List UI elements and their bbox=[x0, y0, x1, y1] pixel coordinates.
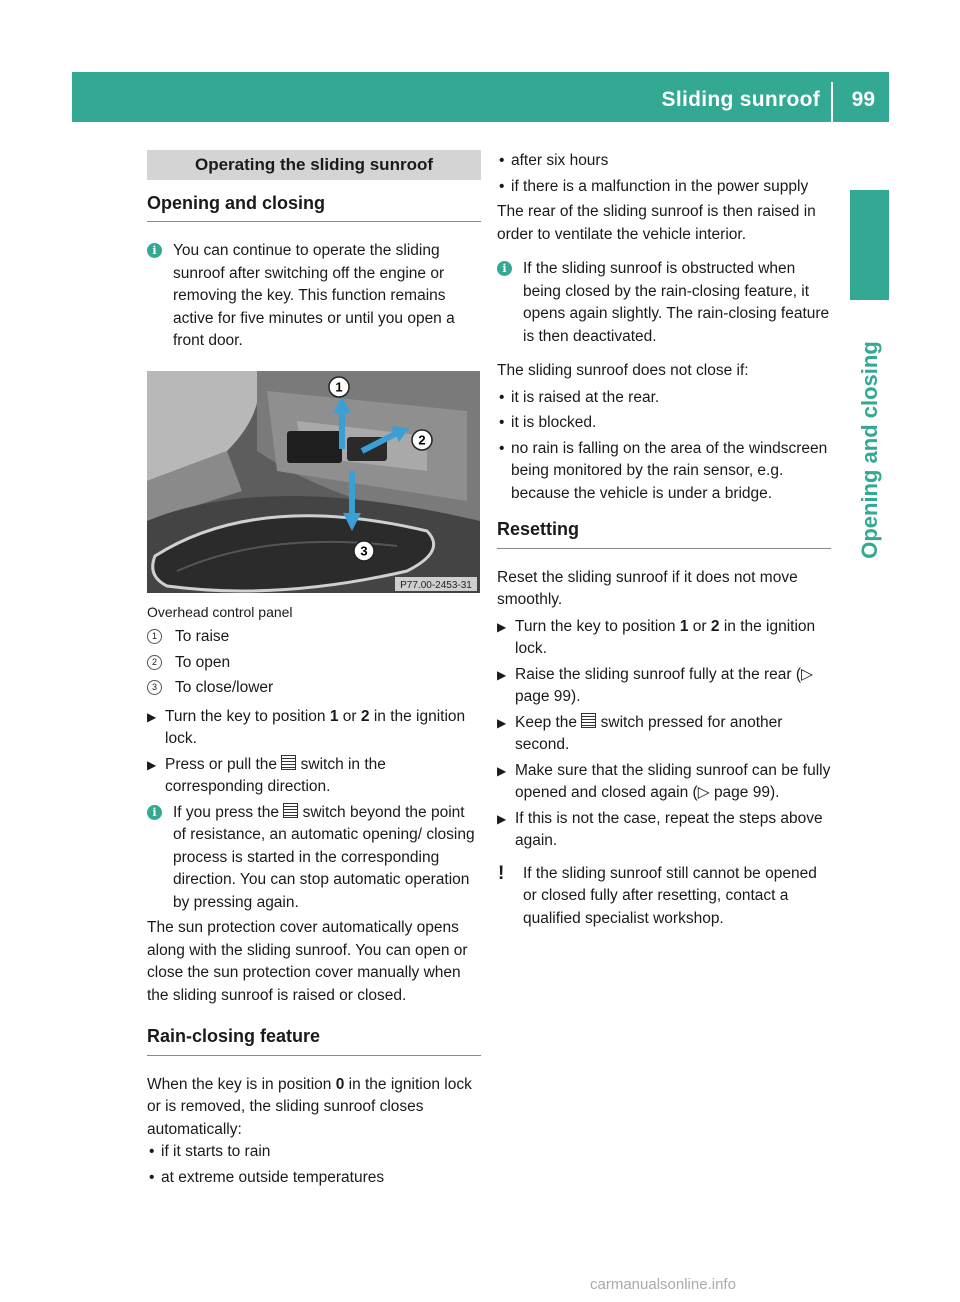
step-turn-key bbox=[147, 706, 481, 751]
bullet-item: • after six hours bbox=[499, 152, 609, 169]
page-header bbox=[72, 72, 889, 122]
step-turn-key bbox=[497, 616, 831, 661]
footer-watermark: carmanualsonline.info bbox=[590, 1276, 736, 1293]
overhead-panel-figure bbox=[147, 371, 480, 593]
callout-3: 3 bbox=[360, 543, 368, 558]
info-text-part: switch beyond the point of resistance, an automatic opening/ closing process is started in the corresponding direction. You can stop automatic operation by pressing again. bbox=[173, 803, 475, 911]
step-text: or bbox=[338, 707, 361, 725]
step-text: Press or pull the bbox=[165, 755, 282, 773]
page-ref-icon: ▷ bbox=[801, 665, 813, 683]
step-arrow-icon: ▶ bbox=[497, 715, 507, 730]
paragraph-part: in the ignition lock or is removed, the sliding sunroof closes automatically: bbox=[147, 1075, 472, 1138]
subhead-rain-closing: Rain-closing feature bbox=[147, 1025, 481, 1056]
step-text: switch in the corresponding direction. bbox=[165, 755, 386, 795]
key-position: 2 bbox=[360, 707, 370, 725]
warning-icon: ! bbox=[498, 862, 505, 884]
bullet-text: it is raised at the rear. bbox=[511, 388, 660, 406]
step-repeat bbox=[497, 808, 831, 853]
bullet-item: • it is blocked. bbox=[499, 414, 597, 431]
page-ref-link[interactable]: page 99). bbox=[713, 784, 780, 801]
bullet-item: • no rain is falling on the area of the windscreen being monitored by the rain sensor, e.g. because the vehicle is under a bridge. bbox=[499, 439, 828, 502]
page-number: 99 bbox=[851, 88, 875, 111]
switch-icon bbox=[281, 755, 296, 770]
info-note bbox=[147, 802, 481, 915]
step-arrow-icon: ▶ bbox=[497, 763, 507, 778]
warning-text: If the sliding sunroof still cannot be opened or closed fully after resetting, contact a qualified specialist workshop. bbox=[523, 864, 817, 927]
header-divider bbox=[831, 82, 833, 122]
step-text: or bbox=[688, 617, 711, 635]
step-raise-sunroof bbox=[497, 664, 831, 709]
bullet-text: at extreme outside temperatures bbox=[161, 1168, 385, 1186]
info-text-part: If you press the bbox=[173, 803, 284, 821]
legend-text: To close/lower bbox=[175, 679, 274, 696]
step-text: Keep the bbox=[515, 713, 582, 731]
bullet-item: • if it starts to rain bbox=[149, 1143, 271, 1160]
callout-2: 2 bbox=[418, 432, 426, 447]
side-color-block bbox=[850, 190, 889, 300]
page-ref-icon: ▷ bbox=[697, 784, 714, 801]
header-title: Sliding sunroof bbox=[661, 88, 820, 111]
right-column bbox=[497, 150, 831, 942]
step-text: Turn the key to position bbox=[165, 707, 330, 725]
info-icon: i bbox=[147, 243, 162, 258]
step-keep-switch bbox=[497, 712, 831, 757]
legend-number: 1 bbox=[147, 629, 162, 644]
key-position: 0 bbox=[335, 1075, 345, 1093]
step-text: If this is not the case, repeat the steps above again. bbox=[515, 809, 823, 849]
step-arrow-icon: ▶ bbox=[497, 619, 507, 634]
chapter-tab-label: Opening and closing bbox=[856, 341, 882, 559]
info-note bbox=[147, 240, 481, 353]
key-position: 1 bbox=[329, 707, 339, 725]
step-text: Turn the key to position bbox=[515, 617, 680, 635]
legend-item bbox=[147, 652, 481, 675]
legend-item bbox=[147, 626, 481, 649]
overhead-panel-illustration bbox=[147, 371, 480, 593]
step-arrow-icon: ▶ bbox=[497, 811, 507, 826]
bullet-text: it is blocked. bbox=[511, 414, 597, 431]
info-icon: i bbox=[147, 805, 162, 820]
callout-1: 1 bbox=[335, 379, 343, 394]
step-text: Make sure that the sliding sunroof can be fully opened and closed again ( bbox=[515, 761, 831, 801]
info-icon: i bbox=[497, 261, 512, 276]
bullet-text: if it starts to rain bbox=[161, 1143, 271, 1160]
bullet-text: if there is a malfunction in the power supply bbox=[511, 177, 809, 195]
info-text: If the sliding sunroof is obstructed when being closed by the rain-closing feature, it opens again slightly. The rain-closing feature is then deactivated. bbox=[523, 260, 830, 345]
bullet-item: • if there is a malfunction in the power supply bbox=[499, 177, 809, 195]
step-check-operation bbox=[497, 760, 831, 805]
info-text bbox=[173, 802, 481, 915]
legend-number: 3 bbox=[147, 680, 162, 695]
bullet-text: no rain is falling on the area of the windscreen being monitored by the rain sensor, e.g. because the vehicle is under a bridge. bbox=[511, 439, 828, 502]
subhead-opening-closing: Opening and closing bbox=[147, 192, 481, 223]
step-text: in the ignition lock. bbox=[515, 617, 816, 657]
subhead-resetting: Resetting bbox=[497, 518, 831, 549]
paragraph-part: When the key is in position bbox=[147, 1075, 336, 1093]
paragraph: The rear of the sliding sunroof is then raised in order to ventilate the vehicle interior. bbox=[497, 203, 816, 243]
step-text: Raise the sliding sunroof fully at the rear ( bbox=[515, 665, 802, 683]
paragraph: Reset the sliding sunroof if it does not move smoothly. bbox=[497, 568, 798, 608]
chapter-tab bbox=[850, 310, 889, 590]
info-text: You can continue to operate the sliding sunroof after switching off the engine or removing the key. This function remains active for five minutes or until you open a front door. bbox=[173, 242, 455, 349]
key-position: 2 bbox=[710, 617, 720, 635]
step-text: switch pressed for another second. bbox=[515, 713, 783, 753]
legend-text: To raise bbox=[175, 628, 230, 645]
bullet-text: after six hours bbox=[511, 152, 609, 169]
bullet-item: • it is raised at the rear. bbox=[499, 388, 660, 406]
warning-note bbox=[497, 863, 831, 931]
legend-item bbox=[147, 677, 481, 700]
section-title: Operating the sliding sunroof bbox=[147, 150, 481, 180]
figure-caption: Overhead control panel bbox=[147, 603, 293, 620]
legend-text: To open bbox=[175, 653, 231, 671]
step-press-switch bbox=[147, 754, 481, 799]
paragraph bbox=[147, 1074, 481, 1142]
paragraph: The sliding sunroof does not close if: bbox=[497, 362, 749, 379]
step-text: in the ignition lock. bbox=[165, 707, 466, 747]
step-arrow-icon: ▶ bbox=[147, 709, 157, 724]
bullet-item: • at extreme outside temperatures bbox=[149, 1168, 385, 1186]
paragraph: The sun protection cover automatically opens along with the sliding sunroof. You can open or close the sun protection cover manually when the sliding sunroof is raised or closed. bbox=[147, 919, 468, 1004]
switch-icon bbox=[283, 803, 298, 818]
page-ref-link[interactable]: page 99). bbox=[515, 688, 581, 705]
step-arrow-icon: ▶ bbox=[497, 667, 507, 682]
left-column bbox=[147, 150, 481, 1192]
figure-code: P77.00-2453-31 bbox=[400, 579, 472, 591]
legend-number: 2 bbox=[147, 655, 162, 670]
info-note bbox=[497, 258, 831, 348]
switch-icon bbox=[581, 713, 596, 728]
key-position: 1 bbox=[679, 617, 689, 635]
step-arrow-icon: ▶ bbox=[147, 757, 157, 772]
